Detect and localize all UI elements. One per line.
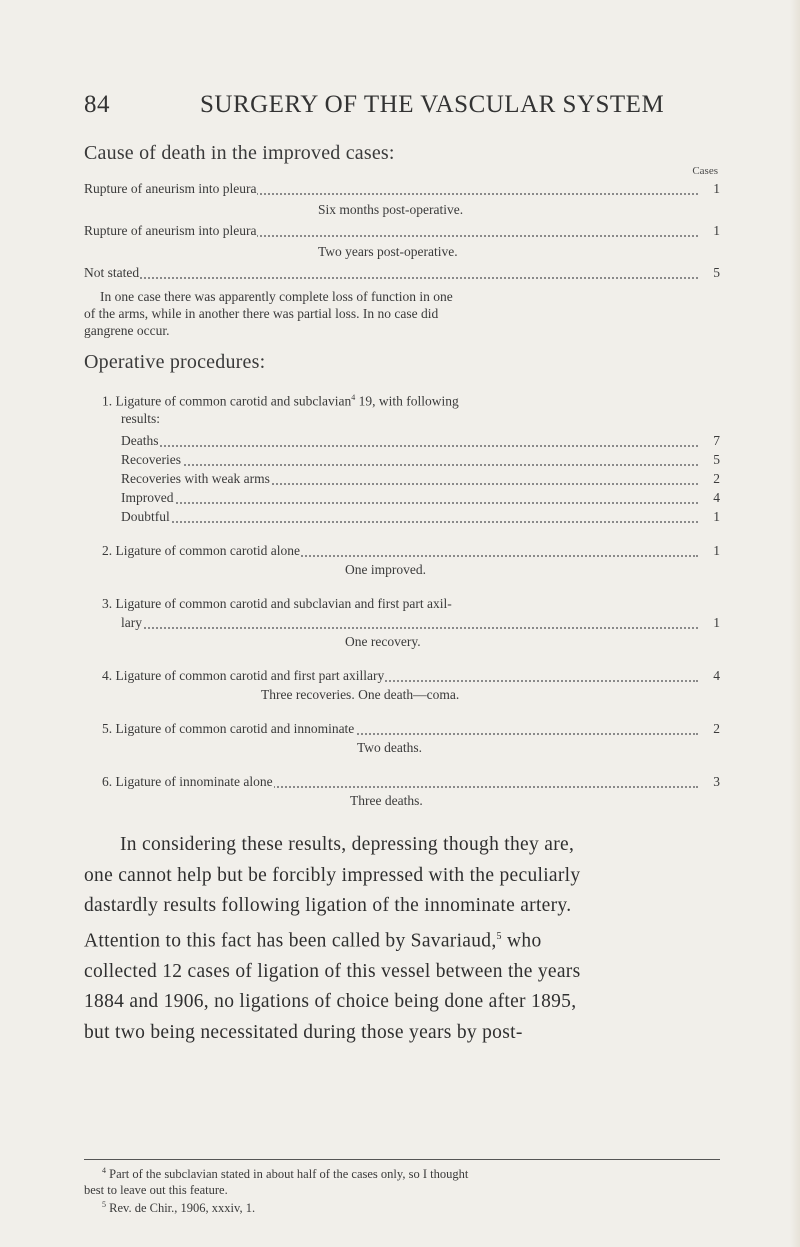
procedure-note: One improved.	[345, 562, 426, 577]
procedure-item-3-cont: lary 1	[121, 615, 720, 630]
table-row: Rupture of aneurism into pleura 1	[84, 223, 720, 238]
table-row: Recoveries 5	[121, 452, 720, 467]
table-row: Doubtful 1	[121, 509, 720, 524]
page-number: 84	[84, 91, 110, 118]
section-heading-cause-of-death: Cause of death in the improved cases:	[84, 142, 395, 164]
footnote-5: $^5$ Rev. de Chir., 1906, xxxiv, 1.	[102, 1200, 256, 1216]
procedure-note: Two deaths.	[357, 740, 423, 755]
table-row: Not stated 5	[84, 265, 720, 280]
page-edge	[790, 0, 800, 1247]
procedure-item-4: 4. Ligature of common carotid and first part axillary 4	[102, 668, 720, 683]
procedure-item-2: 2. Ligature of common carotid alone 1	[102, 543, 720, 558]
body-paragraph: In considering these results, depressing though they are, one cannot help but be forcibly impressed with the peculiarly dastardly results following ligation of the innominate artery. Attention to this fact has been called by Savariaud,$^5$ who collected 12 cases of ligation of this vessel between the years 1884 and 1906, no ligations of choice being done after 1895, but two being necessitated during those years by post-	[84, 834, 581, 1043]
footnote-ref: 5	[496, 930, 502, 942]
procedure-item-1: 1. Ligature of common carotid and subclavian$^4$ 19, with following	[102, 393, 459, 409]
table-row: Deaths 7	[121, 433, 720, 448]
cases-column-label: Cases	[692, 165, 718, 177]
procedure-note: One recovery.	[345, 634, 421, 649]
footnote-4: $^4$ Part of the subclavian stated in about half of the cases only, so I thought best to leave out this feature.	[84, 1166, 469, 1198]
procedure-item-1-cont: results:	[121, 411, 160, 426]
footnote-divider	[84, 1159, 720, 1160]
row-note: Six months post-operative.	[318, 202, 464, 217]
footnote-ref: 4	[351, 393, 356, 402]
table-row: Rupture of aneurism into pleura 1	[84, 181, 720, 196]
section-heading-operative-procedures: Operative procedures:	[84, 351, 266, 373]
section1-paragraph: In one case there was apparently complete loss of function in one of the arms, while in another there was partial loss. In no case did gangrene occur.	[84, 289, 453, 338]
table-row: Recoveries with weak arms 2	[121, 471, 720, 486]
procedure-item-6: 6. Ligature of innominate alone 3	[102, 774, 720, 789]
procedure-note: Three recoveries. One death—coma.	[261, 687, 460, 702]
procedure-note: Three deaths.	[350, 793, 423, 808]
table-row: Improved 4	[121, 490, 720, 505]
procedure-item-3: 3. Ligature of common carotid and subclavian and first part axil-	[102, 596, 452, 611]
running-title: SURGERY OF THE VASCULAR SYSTEM	[200, 91, 665, 118]
row-note: Two years post-operative.	[318, 244, 458, 259]
procedure-item-5: 5. Ligature of common carotid and innominate 2	[102, 721, 720, 736]
